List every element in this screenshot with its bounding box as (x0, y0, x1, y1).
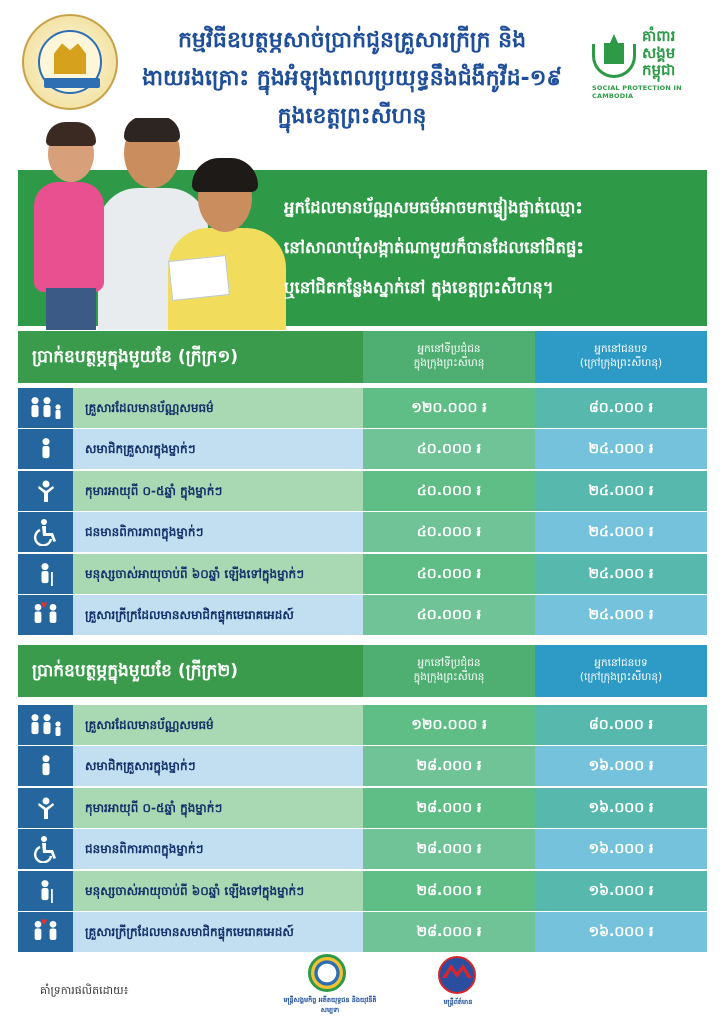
wheelchair-icon (18, 829, 73, 869)
family-icon (18, 388, 73, 428)
table-row (18, 512, 707, 552)
beneficiary-label: ជនមានពិការភាពក្នុងម្នាក់ៗ (73, 512, 363, 552)
urban-amount: ១២០.០០០ ៛ (363, 705, 535, 745)
logo-text-line-2: សង្គម (642, 44, 676, 62)
urban-amount: ២៨.០០០ ៛ (363, 788, 535, 828)
urban-column-line-1: អ្នកនៅទីប្រជុំជន (417, 657, 481, 669)
row-icon-cell (18, 471, 73, 511)
urban-amount: ២៨.០០០ ៛ (363, 912, 535, 952)
beneficiary-label: កុមារអាយុពី ០-៥ឆ្នាំ ក្នុងម្នាក់ៗ (73, 788, 363, 828)
table-row (18, 471, 707, 511)
elderly-icon (18, 554, 73, 594)
logo-english-text: SOCIAL PROTECTION IN CAMBODIA (592, 84, 682, 100)
equity-card-image (168, 255, 230, 301)
table-row (18, 829, 707, 869)
table-row (18, 746, 707, 786)
table-title: ប្រាក់ឧបត្ថម្ភក្នុងមួយខែ (ក្រីក្រ១) (18, 331, 363, 383)
row-icon-cell (18, 829, 73, 869)
row-icon-cell (18, 388, 73, 428)
table-row (18, 595, 707, 635)
title-line-3: ក្នុងខេត្តព្រះសីហនុ (277, 104, 427, 129)
table-row (18, 554, 707, 594)
hero-message (284, 188, 694, 308)
table-row (18, 429, 707, 469)
rural-column-line-1: អ្នកនៅជនបទ (594, 657, 648, 669)
table-row (18, 788, 707, 828)
person-icon (18, 429, 73, 469)
family-photo (18, 118, 288, 330)
rural-column-line-2: (ក្រៅក្រុងព្រះសីហនុ) (579, 671, 663, 683)
urban-amount: ៤០.០០០ ៛ (363, 471, 535, 511)
beneficiary-label: គ្រួសារក្រីក្រដែលមានសមាជិកផ្ទុកមេរោគអេដស៍ (73, 595, 363, 635)
child-icon (18, 788, 73, 828)
rural-amount: ១៦.០០០ ៛ (535, 912, 707, 952)
beneficiary-label: គ្រួសារដែលមានប័ណ្ណសមធម៌ (73, 705, 363, 745)
beneficiary-label: សមាជិកគ្រួសារក្នុងម្នាក់ៗ (73, 746, 363, 786)
wheelchair-icon (18, 512, 73, 552)
rural-column-line-2: (ក្រៅក្រុងព្រះសីហនុ) (579, 357, 663, 369)
table-title: ប្រាក់ឧបត្ថម្ភក្នុងមួយខែ (ក្រីក្រ២) (18, 645, 363, 697)
table-row (18, 705, 707, 745)
child-icon (18, 471, 73, 511)
rural-amount: ១៦.០០០ ៛ (535, 829, 707, 869)
table-row (18, 912, 707, 952)
row-icon-cell (18, 788, 73, 828)
title-line-1: កម្មវិធីឧបត្ថម្ភសាច់ប្រាក់ជូនគ្រួសារក្រីក្រ និង (177, 28, 527, 53)
ministry-information-logo (428, 956, 488, 1004)
logo-text-line-1: គាំពារ (642, 27, 676, 45)
row-icon-cell (18, 705, 73, 745)
table-row (18, 388, 707, 428)
rural-amount: ១៦.០០០ ៛ (535, 871, 707, 911)
row-icon-cell (18, 871, 73, 911)
rural-amount: ២៤.០០០ ៛ (535, 471, 707, 511)
rural-amount: ២៤.០០០ ៛ (535, 512, 707, 552)
ministry-social-affairs-logo (283, 954, 377, 1014)
rural-amount: ៨០.០០០ ៛ (535, 388, 707, 428)
urban-column-line-2: ក្នុងក្រុងព្រះសីហនុ (413, 671, 485, 683)
elderly-icon (18, 871, 73, 911)
beneficiary-label: កុមារអាយុពី ០-៥ឆ្នាំ ក្នុងម្នាក់ៗ (73, 471, 363, 511)
table-header (18, 645, 707, 697)
urban-amount: ១២០.០០០ ៛ (363, 388, 535, 428)
rural-column-header (535, 331, 707, 383)
urban-column-line-2: ក្នុងក្រុងព្រះសីហនុ (413, 357, 485, 369)
support-label: គាំទ្រការផលិតដោយ៖ (40, 984, 129, 997)
ministry-information-caption: មន្ត្រីព័ត៌មាន (443, 998, 473, 1006)
beneficiary-label: សមាជិកគ្រួសារក្នុងម្នាក់ៗ (73, 429, 363, 469)
temple-icon (592, 34, 636, 78)
rural-column-line-1: អ្នកនៅជនបទ (594, 343, 648, 355)
beneficiary-label: ជនមានពិការភាពក្នុងម្នាក់ៗ (73, 829, 363, 869)
urban-column-header (363, 645, 535, 697)
ministry-social-affairs-caption: មន្ត្រីសង្គមកិច្ច អតីតយុទ្ធជន និងយុវនីតិសម្បទា (283, 996, 377, 1014)
urban-amount: ២៨.០០០ ៛ (363, 829, 535, 869)
row-icon-cell (18, 512, 73, 552)
hero-line-2: នៅសាលាឃុំសង្កាត់ណាមួយក៏បានដែលនៅជិតផ្ទះ (284, 238, 584, 257)
row-icon-cell (18, 429, 73, 469)
row-icon-cell (18, 912, 73, 952)
rural-column-header (535, 645, 707, 697)
urban-amount: ២៨.០០០ ៛ (363, 746, 535, 786)
hiv-family-icon (18, 595, 73, 635)
table-row (18, 871, 707, 911)
urban-amount: ៤០.០០០ ៛ (363, 554, 535, 594)
urban-column-line-1: អ្នកនៅទីប្រជុំជន (417, 343, 481, 355)
logo-text-line-3: កម្ពុជា (642, 61, 676, 79)
rural-amount: ១៦.០០០ ៛ (535, 788, 707, 828)
government-seal-logo (22, 14, 118, 110)
urban-amount: ៤០.០០០ ៛ (363, 429, 535, 469)
beneficiary-label: គ្រួសារក្រីក្រដែលមានសមាជិកផ្ទុកមេរោគអេដស៍ (73, 912, 363, 952)
row-icon-cell (18, 554, 73, 594)
urban-amount: ២៨.០០០ ៛ (363, 871, 535, 911)
title-line-2: ងាយរងគ្រោះ ក្នុងអំឡុងពេលប្រយុទ្ធនឹងជំងឺកូវីដ-១៩ (142, 66, 562, 91)
rural-amount: ២៤.០០០ ៛ (535, 429, 707, 469)
rural-amount: ១៦.០០០ ៛ (535, 746, 707, 786)
row-icon-cell (18, 746, 73, 786)
hero-line-1: អ្នកដែលមានប័ណ្ណសមធម៌អាចមកផ្ទៀងផ្ទាត់ឈ្មោះ (284, 198, 583, 217)
rural-amount: ៨០.០០០ ៛ (535, 705, 707, 745)
urban-column-header (363, 331, 535, 383)
row-icon-cell (18, 595, 73, 635)
urban-amount: ៤០.០០០ ៛ (363, 512, 535, 552)
hiv-family-icon (18, 912, 73, 952)
table-header (18, 331, 707, 383)
social-protection-logo (592, 28, 712, 98)
beneficiary-label: មនុស្សចាស់អាយុចាប់ពី ៦០ឆ្នាំ ឡើងទៅក្នុងម្នាក់ៗ (73, 871, 363, 911)
beneficiary-label: មនុស្សចាស់អាយុចាប់ពី ៦០ឆ្នាំ ឡើងទៅក្នុងម្នាក់ៗ (73, 554, 363, 594)
person-icon (18, 746, 73, 786)
rural-amount: ២៤.០០០ ៛ (535, 595, 707, 635)
rural-amount: ២៤.០០០ ៛ (535, 554, 707, 594)
beneficiary-label: គ្រួសារដែលមានប័ណ្ណសមធម៌ (73, 388, 363, 428)
urban-amount: ៤០.០០០ ៛ (363, 595, 535, 635)
family-icon (18, 705, 73, 745)
hero-line-3: ឬនៅជិតកន្លែងស្នាក់នៅ ក្នុងខេត្តព្រះសីហនុ។ (284, 278, 554, 297)
